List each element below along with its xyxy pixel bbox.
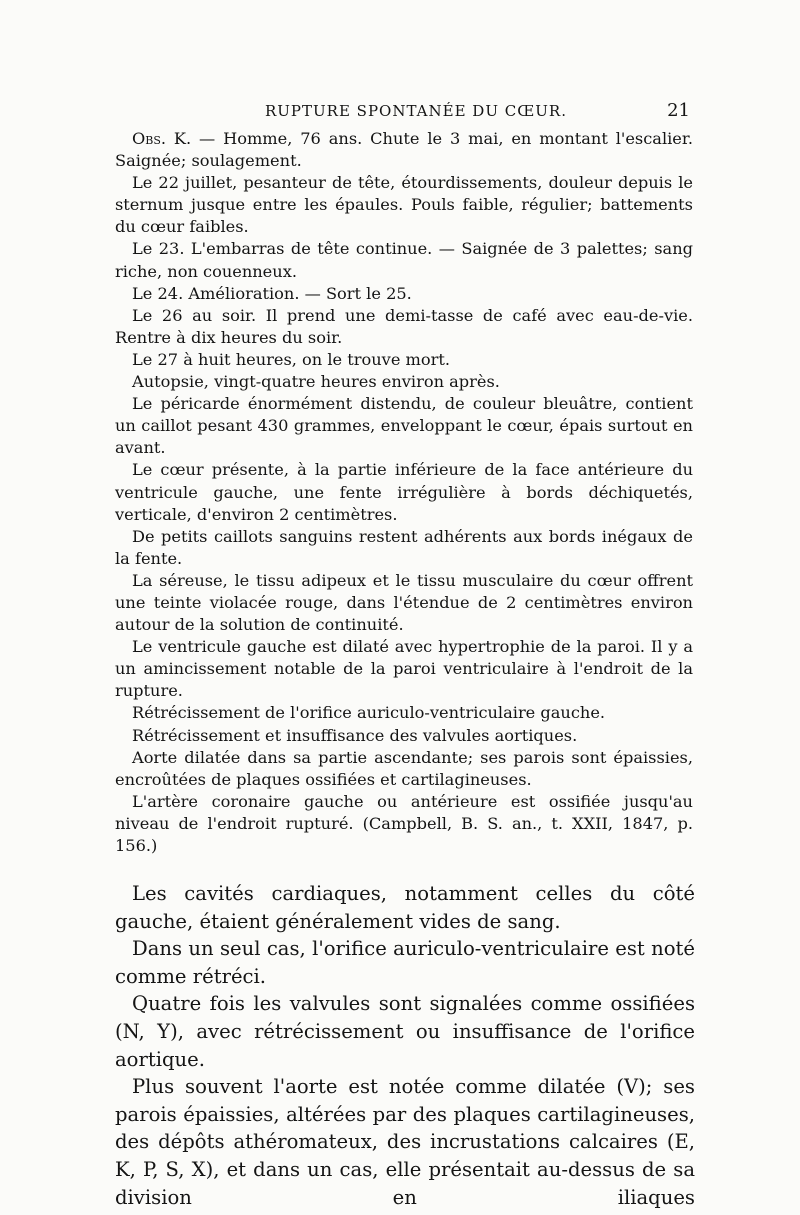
body-paragraph: Plus souvent l'aorte est notée comme dilatée (V); ses parois épaissies, altérées par des plaques cartilagineuses, des dépôts athéromateux, des incrustations calcaires (E, K, P, S, X), et dans un cas, elle présentait au-dessus de sa division en iliaques (115, 1075, 695, 1209)
observation-paragraph: Le péricarde énormément distendu, de couleur bleuâtre, contient un caillot pesant 430 grammes, enveloppant le cœur, épais surtout en avant. (115, 394, 693, 458)
body-paragraph: Les cavités cardiaques, notamment celles du côté gauche, étaient généralement vides de sang. (115, 882, 695, 933)
observation-block (115, 128, 693, 857)
running-header (115, 100, 690, 124)
body-text (115, 880, 695, 1211)
observation-paragraph: De petits caillots sanguins restent adhérents aux bords inégaux de la fente. (115, 526, 693, 568)
observation-paragraph: La séreuse, le tissu adipeux et le tissu musculaire du cœur offrent une teinte violacée rouge, dans l'étendue de 2 centimètres environ autour de la solution de continuité. (115, 570, 693, 635)
observation-paragraph: Obs. K. — Homme, 76 ans. Chute le 3 mai, en montant l'escalier. Saignée; soulagement. (115, 129, 693, 171)
observation-paragraph: Autopsie, vingt-quatre heures environ après. (132, 372, 500, 392)
body-paragraph: Dans un seul cas, l'orifice auriculo-ventriculaire est noté comme rétréci. (115, 937, 695, 988)
observation-paragraph: Le 24. Amélioration. — Sort le 25. (132, 283, 412, 303)
observation-paragraph: Le 22 juillet, pesanteur de tête, étourdissements, douleur depuis le sternum jusque entre les épaules. Pouls faible, régulier; battements du cœur faibles. (115, 173, 693, 237)
observation-paragraph: Le cœur présente, à la partie inférieure de la face antérieure du ventricule gauche, une fente irrégulière à bords déchiquetés, verticale, d'environ 2 centimètres. (115, 460, 693, 524)
page-number: 21 (667, 100, 690, 121)
observation-paragraph: Le 26 au soir. Il prend une demi-tasse de café avec eau-de-vie. Rentre à dix heures du soir. (115, 305, 693, 347)
observation-paragraph: Le 27 à huit heures, on le trouve mort. (132, 349, 451, 369)
observation-paragraph: Le 23. L'embarras de tête continue. — Saignée de 3 palettes; sang riche, non couenneux. (115, 239, 693, 281)
observation-paragraph: Rétrécissement de l'orifice auriculo-ventriculaire gauche. (132, 703, 606, 723)
observation-paragraph: Aorte dilatée dans sa partie ascendante; ses parois sont épaissies, encroûtées de plaques ossifiées et cartilagineuses. (115, 747, 693, 789)
observation-paragraph: Le ventricule gauche est dilaté avec hypertrophie de la paroi. Il y a un amincissement notable de la paroi ventriculaire à l'endroit de la rupture. (115, 637, 693, 701)
observation-label: Obs. K. (132, 129, 192, 148)
running-title: RUPTURE SPONTANÉE DU CŒUR. (265, 102, 567, 120)
observation-paragraph: Rétrécissement et insuffisance des valvules aortiques. (132, 725, 578, 745)
body-paragraph: Quatre fois les valvules sont signalées comme ossifiées (N, Y), avec rétrécissement ou insuffisance de l'orifice aortique. (115, 992, 695, 1071)
observation-paragraph: L'artère coronaire gauche ou antérieure est ossifiée jusqu'au niveau de l'endroit rupturé. (Campbell, B. S. an., t. XXII, 1847, p. 156.) (115, 791, 693, 855)
